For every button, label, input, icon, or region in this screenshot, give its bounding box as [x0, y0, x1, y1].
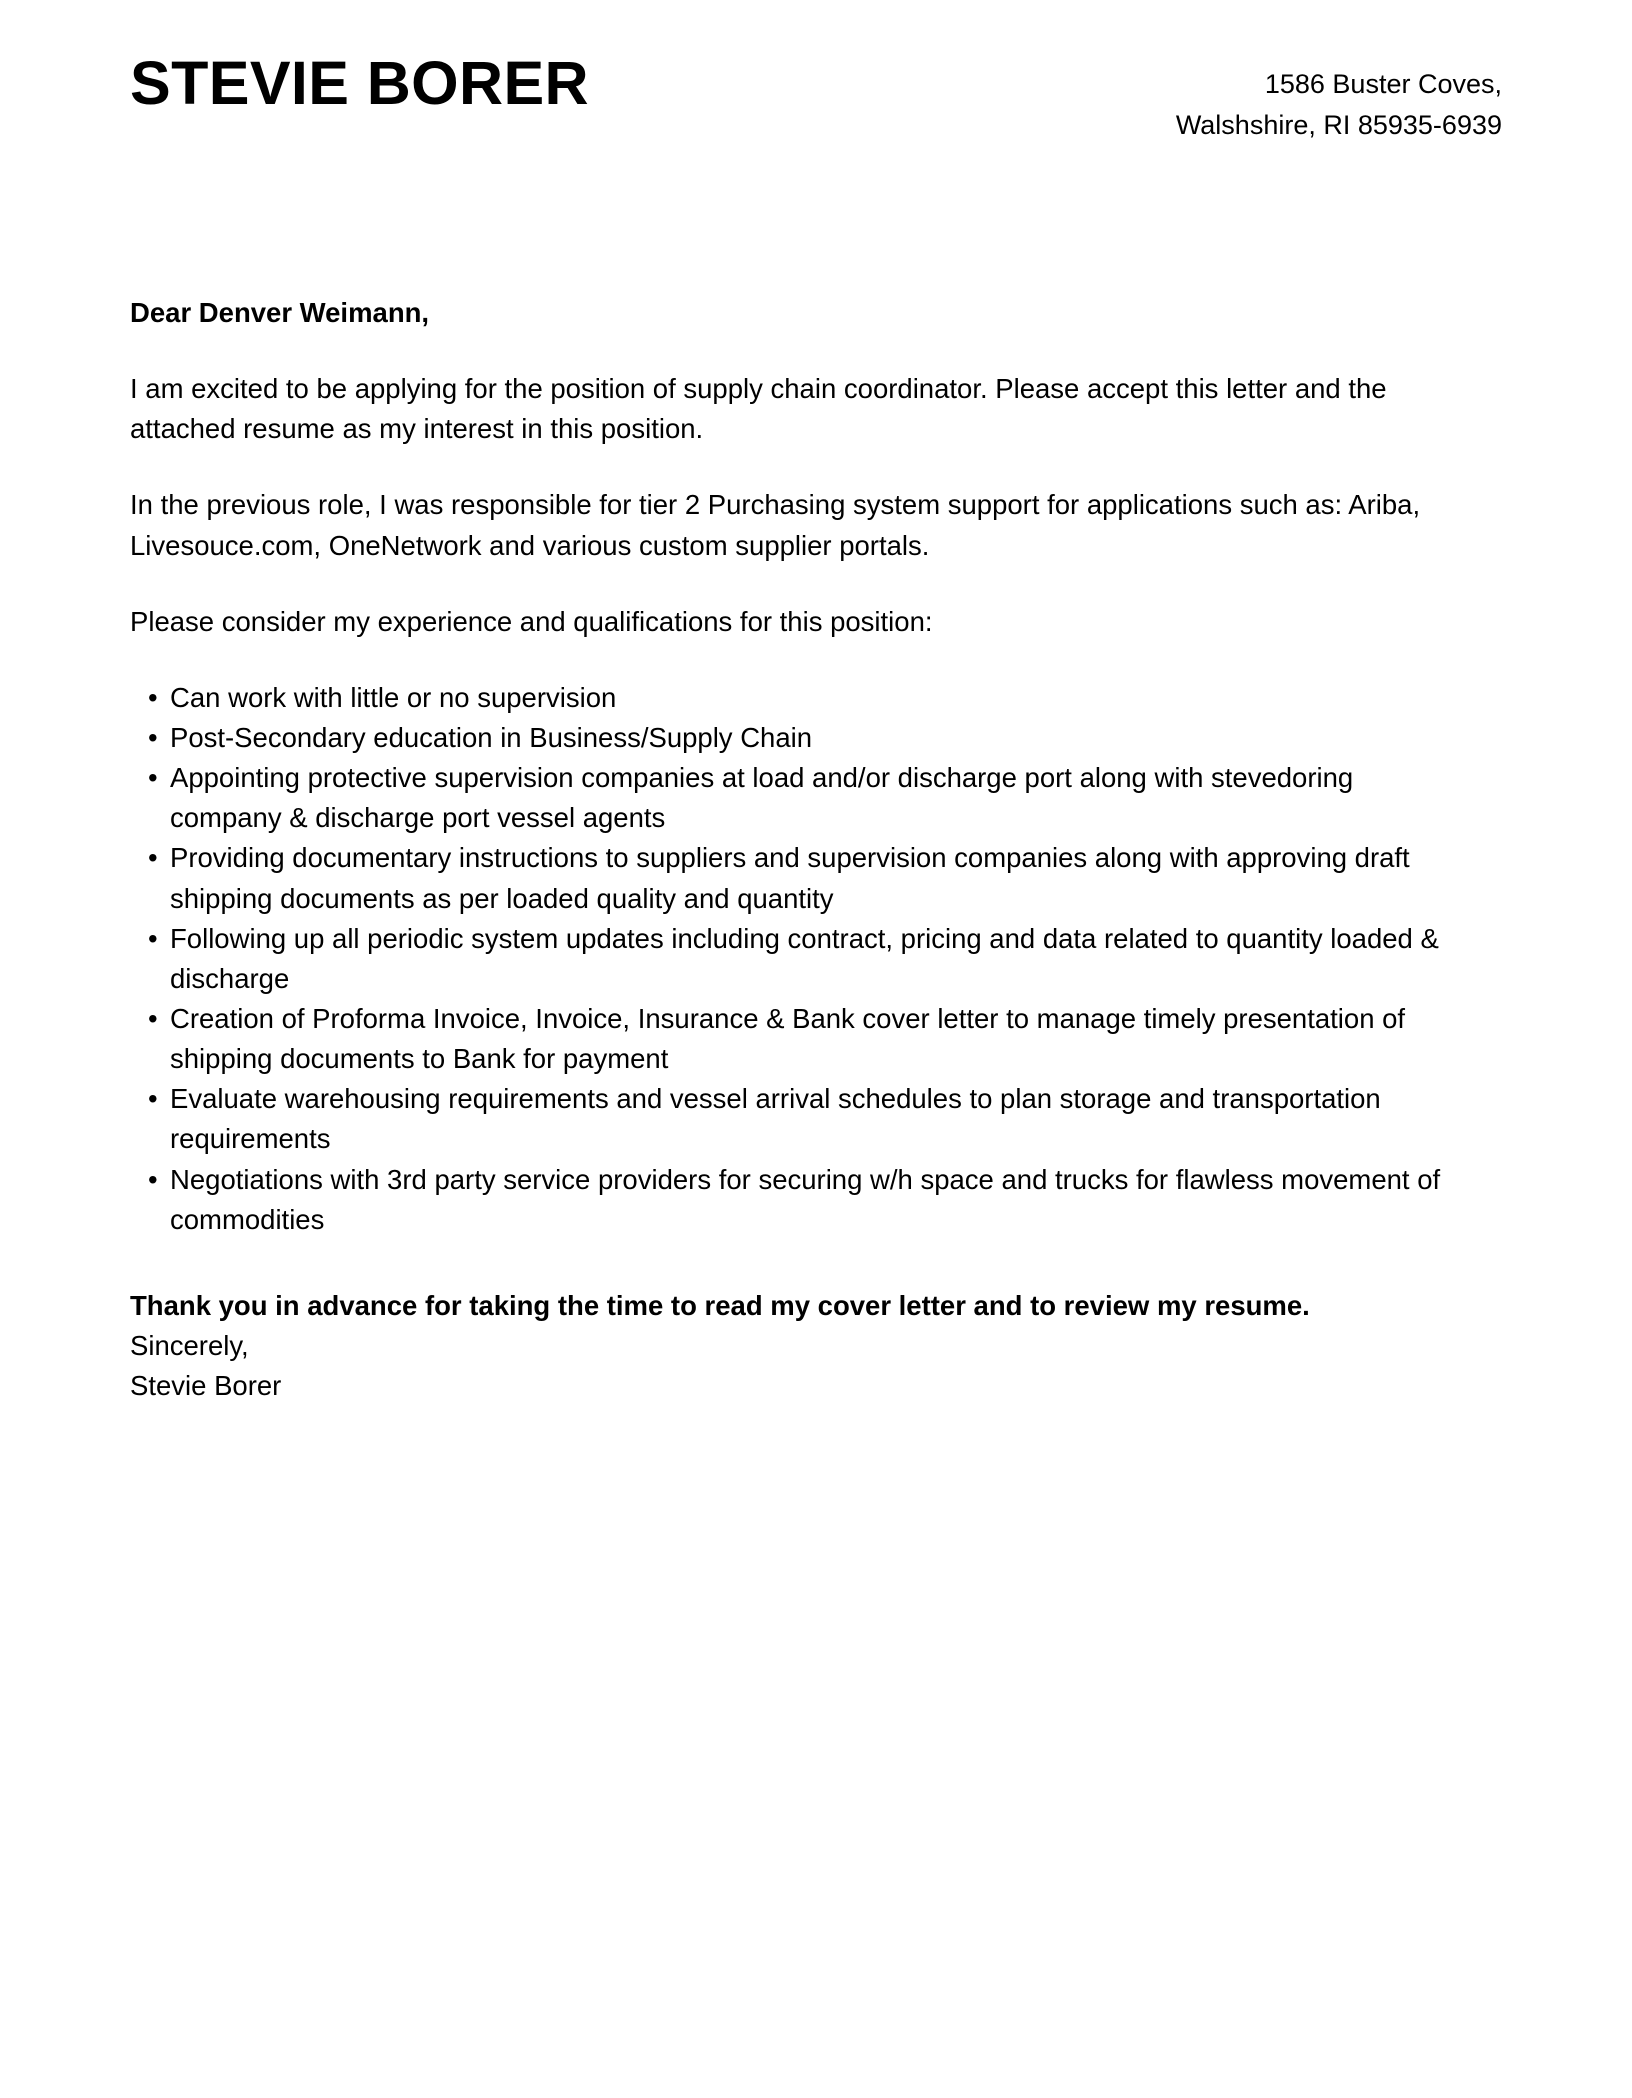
list-item-label: Appointing protective supervision companies at load and/or discharge port along with stevedoring company & discharge port vessel agents	[170, 762, 1354, 834]
salutation: Dear Denver Weimann,	[130, 297, 430, 329]
bullet-icon: •	[148, 842, 158, 874]
bullet-icon: •	[148, 762, 158, 794]
letter-content	[130, 49, 1502, 1406]
list-item-label: Evaluate warehousing requirements and vessel arrival schedules to plan storage and transportation requirements	[170, 1083, 1381, 1155]
list-item-label: Negotiations with 3rd party service providers for securing w/h space and trucks for flawless movement of commodities	[170, 1163, 1441, 1235]
list-item-label: Following up all periodic system updates including contract, pricing and data related to quantity loaded & discharge	[170, 922, 1439, 994]
letter-body	[130, 293, 1461, 1406]
list-item	[130, 919, 1461, 999]
list-item	[130, 999, 1461, 1079]
list-item	[130, 1160, 1461, 1240]
paragraph-experience: In the previous role, I was responsible for tier 2 Purchasing system support for applications such as: Ariba, Livesouce.com, OneNetwork and various custom supplier portals.	[130, 489, 1421, 561]
page-title: STEVIE BORER	[130, 49, 589, 117]
list-item	[130, 838, 1461, 918]
sender-address-block	[1176, 52, 1502, 146]
address-line-city-state-zip: Walshshire, RI 85935-6939	[1175, 110, 1502, 141]
list-item-label: Can work with little or no supervision	[170, 681, 617, 713]
list-item-label: Post-Secondary education in Business/Supply Chain	[170, 722, 813, 754]
list-item-label: Providing documentary instructions to suppliers and supervision companies along with approving draft shipping documents as per loaded quality and quantity	[170, 842, 1410, 914]
list-item	[130, 1079, 1461, 1159]
paragraph-intro: I am excited to be applying for the position of supply chain coordinator. Please accept this letter and the attached resume as my interest in this position.	[130, 373, 1387, 445]
list-item	[130, 758, 1461, 838]
signoff-name: Stevie Borer	[130, 1370, 282, 1402]
paragraph-qualifications-lead: Please consider my experience and qualifications for this position:	[130, 605, 933, 637]
signoff-closing: Sincerely,	[130, 1330, 249, 1362]
bullet-icon: •	[148, 922, 158, 954]
signature-block	[130, 1326, 1461, 1406]
letter-header	[130, 49, 1502, 146]
qualifications-list	[130, 678, 1461, 1240]
list-item	[130, 678, 1461, 718]
list-item	[130, 718, 1461, 758]
closing-statement: Thank you in advance for taking the time to read my cover letter and to review my resume.	[130, 1289, 1310, 1321]
address-line-street: 1586 Buster Coves,	[1264, 69, 1502, 99]
bullet-icon: •	[148, 1003, 158, 1035]
list-item-label: Creation of Proforma Invoice, Invoice, Insurance & Bank cover letter to manage timely presentation of shipping documents to Bank for payment	[170, 1003, 1406, 1075]
bullet-icon: •	[148, 722, 158, 754]
bullet-icon: •	[148, 1163, 158, 1195]
bullet-icon: •	[148, 1083, 158, 1115]
bullet-icon: •	[148, 681, 158, 713]
